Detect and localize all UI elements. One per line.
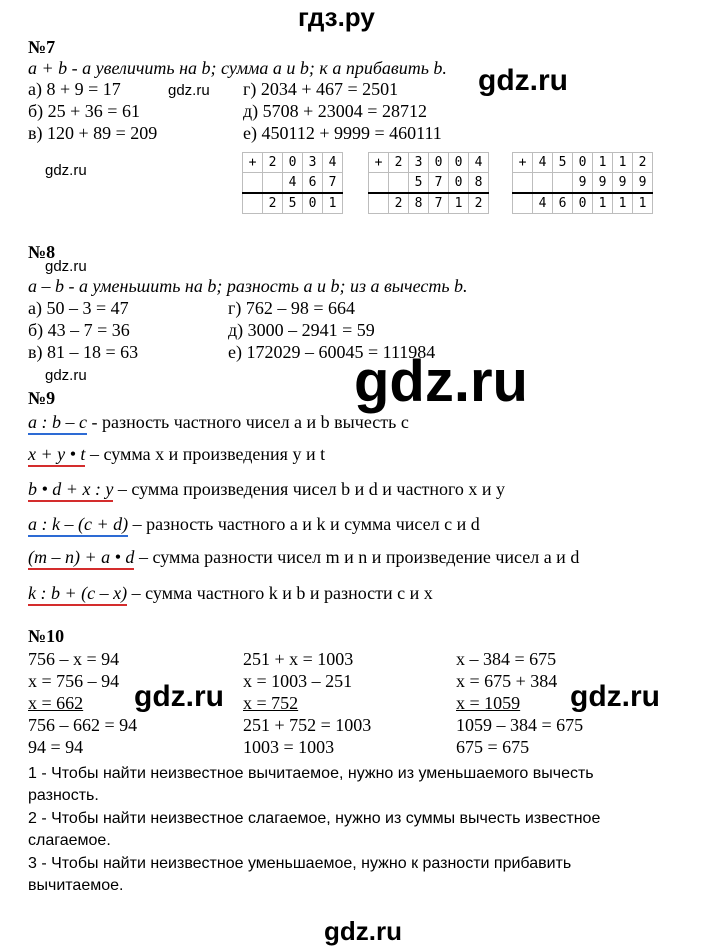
watermark-small: gdz.ru bbox=[168, 82, 210, 99]
grid-cell: 2 bbox=[263, 193, 283, 214]
grid-cell: 9 bbox=[613, 173, 633, 194]
grid-cell bbox=[369, 193, 389, 214]
grid-cell: 0 bbox=[429, 153, 449, 173]
task-9-line: k : b + (c – x) – сумма частного k и b и разности c и x bbox=[28, 582, 433, 604]
task-8-left-c: в) 81 – 18 = 63 bbox=[28, 342, 139, 362]
task-9-line: (m – n) + a • d – сумма разности чисел m и n и произведение чисел a и d bbox=[28, 546, 579, 568]
grid-cell: 1 bbox=[633, 193, 653, 214]
task-8-right-c: е) 172029 – 60045 = 111984 bbox=[228, 342, 436, 362]
grid-cell bbox=[513, 193, 533, 214]
site-title: гдз.ру bbox=[298, 2, 375, 32]
grid-cell bbox=[553, 173, 573, 194]
watermark-small: gdz.ru bbox=[45, 258, 87, 275]
grid-cell: 4 bbox=[533, 193, 553, 214]
task-8-intro: a – b - a уменьшить на b; разность a и b; из a вычесть b. bbox=[28, 276, 468, 296]
grid-cell: 1 bbox=[613, 153, 633, 173]
grid-cell: 1 bbox=[593, 193, 613, 214]
grid-cell: 2 bbox=[469, 193, 489, 214]
grid-cell bbox=[389, 173, 409, 194]
task-10-col1-line: x = 756 – 94 bbox=[28, 671, 120, 691]
task-10-col1-line: 756 – x = 94 bbox=[28, 649, 120, 669]
task-7-header: №7 bbox=[28, 37, 56, 57]
grid-cell: + bbox=[513, 153, 533, 173]
grid-cell: 5 bbox=[283, 193, 303, 214]
task-8-left-a: а) 50 – 3 = 47 bbox=[28, 298, 129, 318]
rule-note: 2 - Чтобы найти неизвестное слагаемое, нужно из суммы вычесть известное слагаемое. bbox=[28, 810, 601, 849]
grid-cell bbox=[513, 173, 533, 194]
grid-cell: 0 bbox=[449, 173, 469, 194]
grid-cell: 2 bbox=[389, 193, 409, 214]
grid-cell: 7 bbox=[429, 173, 449, 194]
grid-cell bbox=[243, 173, 263, 194]
task-9-line: b • d + x : y – сумма произведения чисел b и d и частного x и y bbox=[28, 478, 505, 500]
task-7-left-b: б) 25 + 36 = 61 bbox=[28, 101, 140, 121]
grid-cell: 1 bbox=[449, 193, 469, 214]
grid-cell: 4 bbox=[533, 153, 553, 173]
grid-cell: 6 bbox=[303, 173, 323, 194]
task-9-header: №9 bbox=[28, 388, 56, 408]
rule-note: 3 - Чтобы найти неизвестное уменьшаемое, нужно к разности прибавить вычитаемое. bbox=[28, 855, 572, 894]
grid-cell bbox=[533, 173, 553, 194]
task-8-right-b: д) 3000 – 2941 = 59 bbox=[228, 320, 375, 340]
grid-cell: 4 bbox=[469, 153, 489, 173]
task-7-right-b: д) 5708 + 23004 = 28712 bbox=[243, 101, 427, 121]
column-addition-grid bbox=[512, 152, 653, 214]
task-9-line: a : k – (c + d) – разность частного a и k и сумма чисел c и d bbox=[28, 513, 480, 535]
grid-cell: 5 bbox=[409, 173, 429, 194]
task-9-line: a : b – c - разность частного чисел a и b вычесть c bbox=[28, 411, 409, 433]
watermark-large: gdz.ru bbox=[354, 349, 528, 414]
grid-cell: 3 bbox=[303, 153, 323, 173]
grid-cell: + bbox=[369, 153, 389, 173]
grid-cell bbox=[263, 173, 283, 194]
watermark-medium: gdz.ru bbox=[134, 680, 224, 713]
task-9-line: x + y • t – сумма x и произведения y и t bbox=[28, 443, 325, 465]
grid-cell: 2 bbox=[389, 153, 409, 173]
grid-cell: 7 bbox=[429, 193, 449, 214]
grid-cell: 5 bbox=[553, 153, 573, 173]
task-8-right-a: г) 762 – 98 = 664 bbox=[228, 298, 356, 318]
task-7-intro: a + b - a увеличить на b; сумма a и b; к a прибавить b. bbox=[28, 58, 447, 78]
grid-cell bbox=[369, 173, 389, 194]
task-10-col3-line: x = 675 + 384 bbox=[456, 671, 558, 691]
grid-cell: 1 bbox=[613, 193, 633, 214]
grid-cell: 0 bbox=[573, 153, 593, 173]
task-10-col3-line: x – 384 = 675 bbox=[456, 649, 557, 669]
grid-cell: 4 bbox=[323, 153, 343, 173]
task-10-header: №10 bbox=[28, 626, 65, 646]
watermark-small: gdz.ru bbox=[45, 367, 87, 384]
task-8-left-b: б) 43 – 7 = 36 bbox=[28, 320, 130, 340]
grid-cell: 1 bbox=[323, 193, 343, 214]
watermark-small: gdz.ru bbox=[45, 162, 87, 179]
task-10-col2-line: 251 + 752 = 1003 bbox=[243, 715, 372, 735]
task-10-col1-answer: x = 662 bbox=[28, 693, 84, 713]
task-7-left-a: а) 8 + 9 = 17 bbox=[28, 79, 121, 99]
task-10-col3-line: 675 = 675 bbox=[456, 737, 530, 757]
task-8-header: №8 bbox=[28, 242, 56, 262]
grid-cell: + bbox=[243, 153, 263, 173]
task-10-col2-answer: x = 752 bbox=[243, 693, 299, 713]
grid-cell: 8 bbox=[469, 173, 489, 194]
grid-cell: 2 bbox=[633, 153, 653, 173]
task-10-col2-line: 251 + x = 1003 bbox=[243, 649, 354, 669]
grid-cell: 3 bbox=[409, 153, 429, 173]
column-addition-grid bbox=[242, 152, 343, 214]
grid-cell: 7 bbox=[323, 173, 343, 194]
watermark-bottom: gdz.ru bbox=[324, 916, 402, 946]
task-10-col1-line: 756 – 662 = 94 bbox=[28, 715, 138, 735]
column-addition-grid bbox=[368, 152, 489, 214]
task-7-left-c: в) 120 + 89 = 209 bbox=[28, 123, 158, 143]
grid-cell: 9 bbox=[633, 173, 653, 194]
grid-cell: 6 bbox=[553, 193, 573, 214]
grid-cell: 0 bbox=[283, 153, 303, 173]
grid-cell bbox=[243, 193, 263, 214]
task-7-right-c: е) 450112 + 9999 = 460111 bbox=[243, 123, 442, 143]
grid-cell: 0 bbox=[573, 193, 593, 214]
task-7-right-a: г) 2034 + 467 = 2501 bbox=[243, 79, 399, 99]
task-10-col3-answer: x = 1059 bbox=[456, 693, 521, 713]
task-10-col2-line: 1003 = 1003 bbox=[243, 737, 335, 757]
grid-cell: 2 bbox=[263, 153, 283, 173]
task-10-col3-line: 1059 – 384 = 675 bbox=[456, 715, 584, 735]
grid-cell: 8 bbox=[409, 193, 429, 214]
watermark-medium: gdz.ru bbox=[570, 680, 660, 713]
watermark-medium: gdz.ru bbox=[478, 64, 568, 97]
task-10-col2-line: x = 1003 – 251 bbox=[243, 671, 353, 691]
grid-cell: 1 bbox=[593, 153, 613, 173]
grid-cell: 0 bbox=[303, 193, 323, 214]
grid-cell: 9 bbox=[573, 173, 593, 194]
grid-cell: 9 bbox=[593, 173, 613, 194]
grid-cell: 0 bbox=[449, 153, 469, 173]
rule-note: 1 - Чтобы найти неизвестное вычитаемое, нужно из уменьшаемого вычесть разность. bbox=[28, 765, 594, 804]
grid-cell: 4 bbox=[283, 173, 303, 194]
task-10-col1-line: 94 = 94 bbox=[28, 737, 84, 757]
